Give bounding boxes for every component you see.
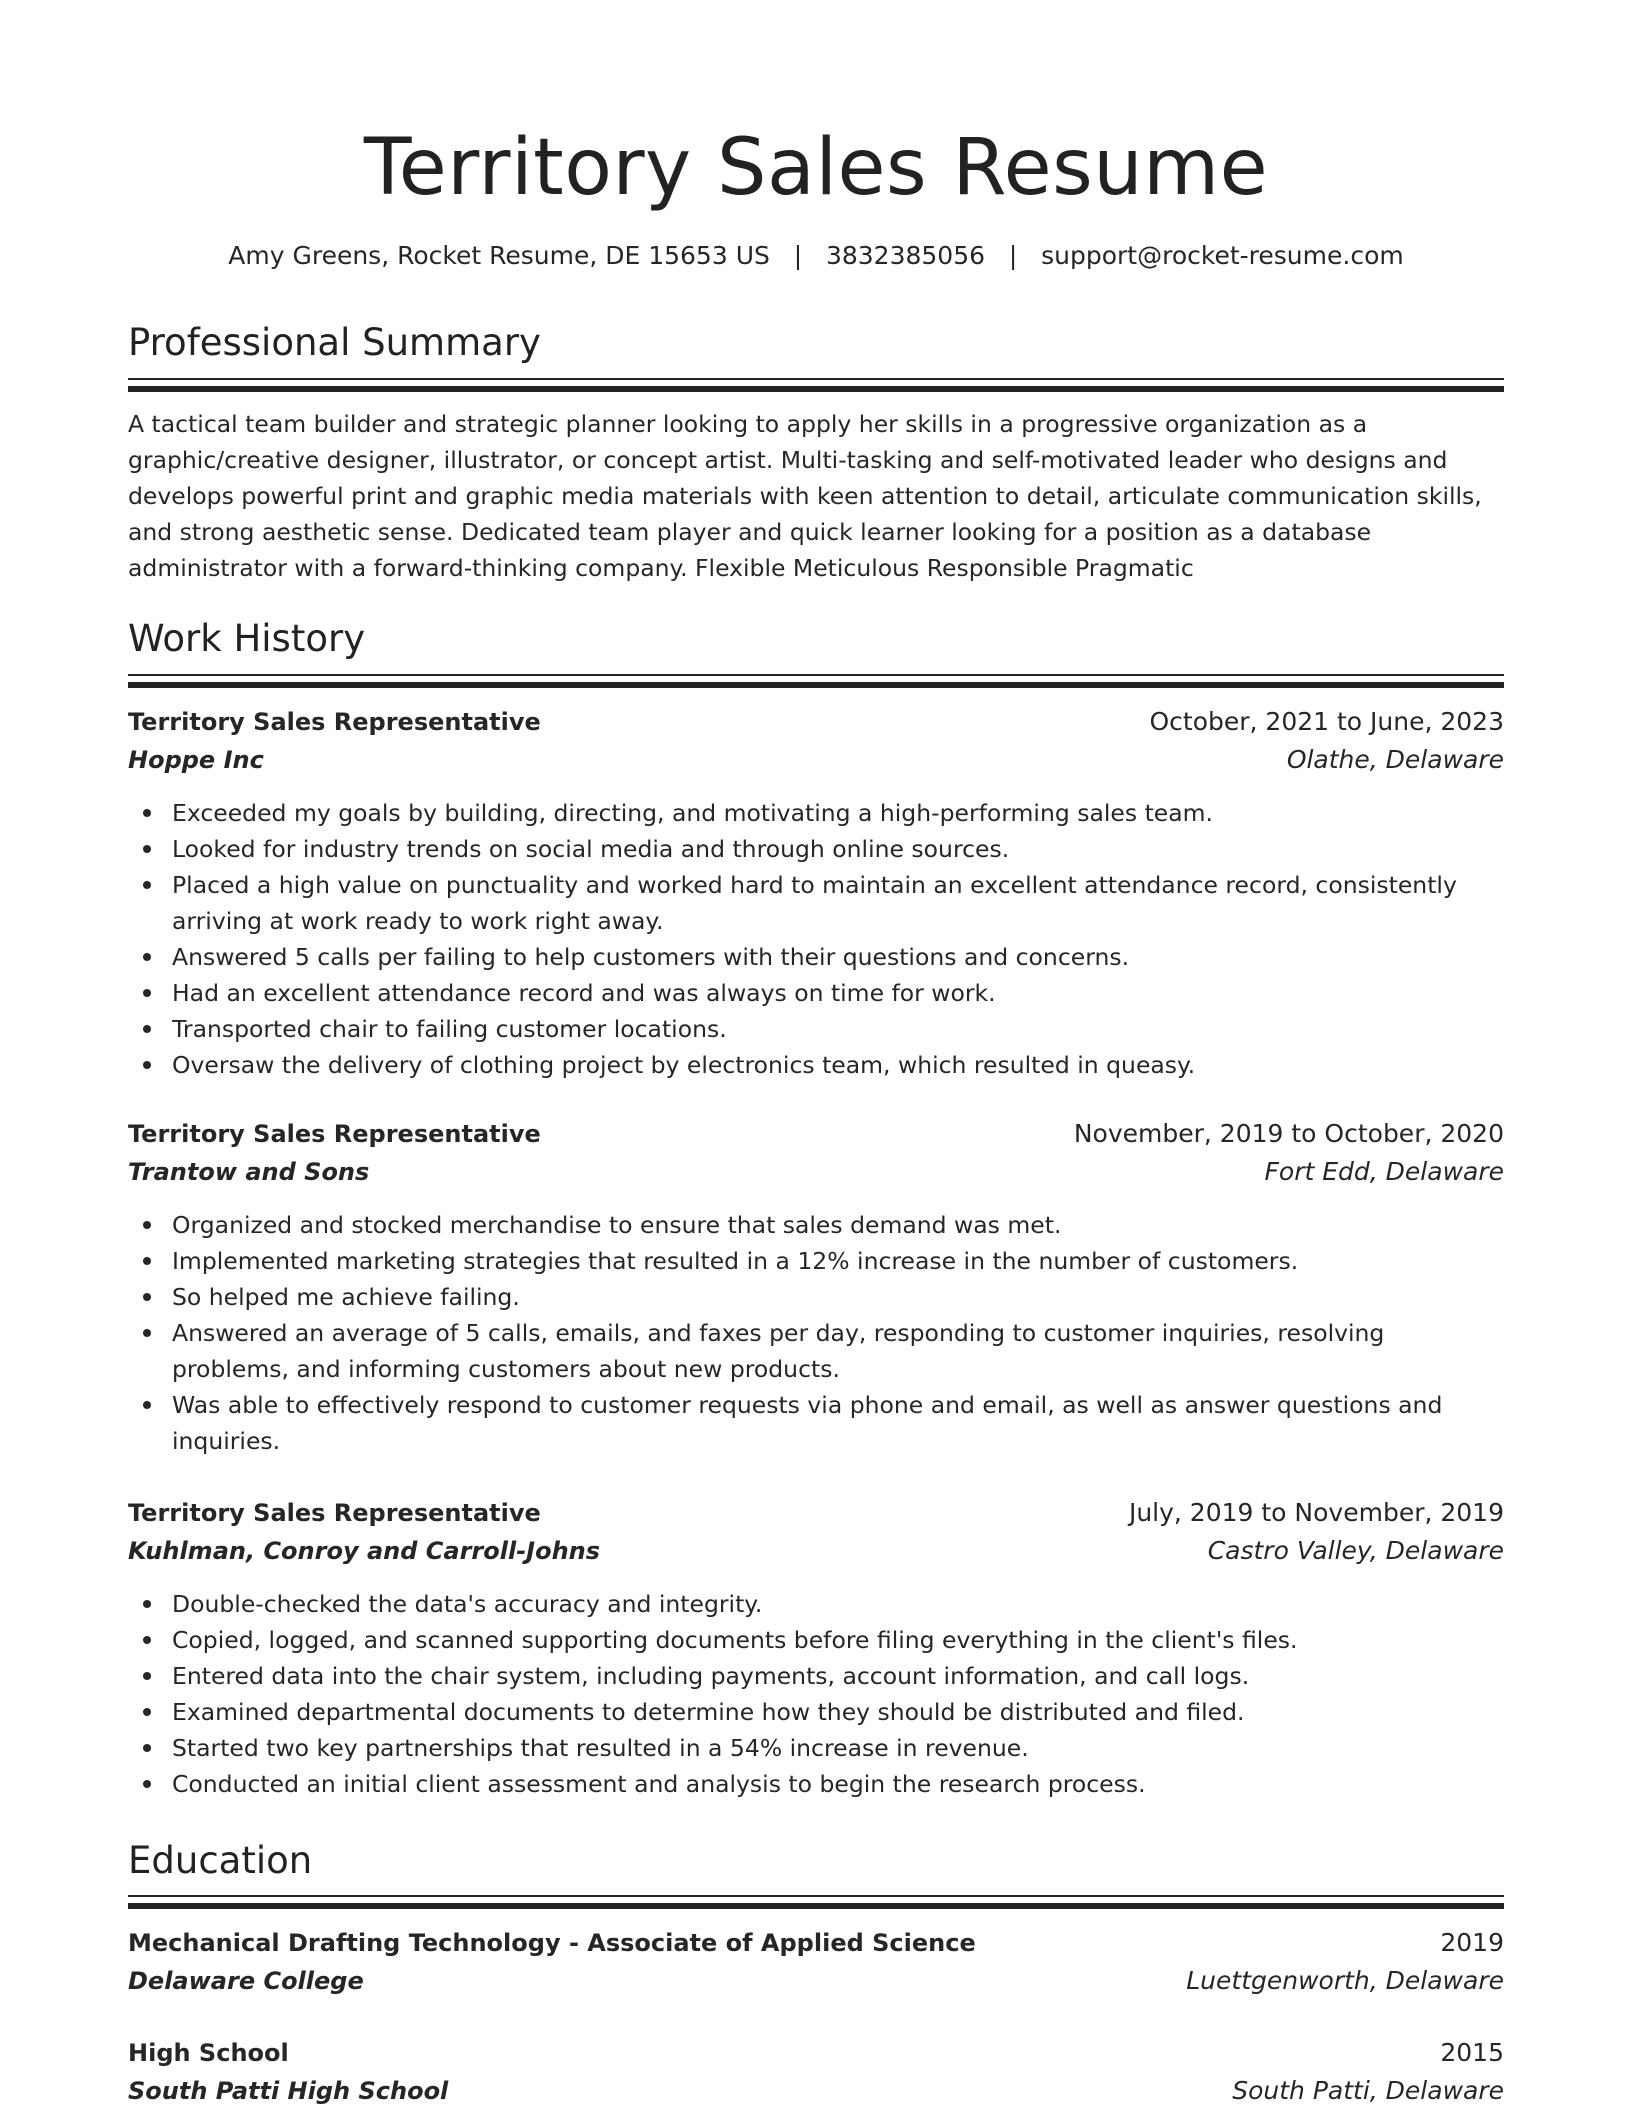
job-dates: July, 2019 to November, 2019 xyxy=(1128,1498,1504,1527)
job-bullets xyxy=(128,1207,1504,1459)
job-entry xyxy=(128,1494,1504,1802)
school-location: South Patti, Delaware xyxy=(1232,2076,1504,2105)
degree-name: High School xyxy=(128,2039,289,2067)
bullet-icon xyxy=(143,1401,151,1409)
section-divider xyxy=(128,386,1504,392)
list-item: Had an excellent attendance record and was always on time for work. xyxy=(128,975,1504,1011)
list-item: Exceeded my goals by building, directing, and motivating a high-performing sales team. xyxy=(128,795,1504,831)
school-location: Luettgenworth, Delaware xyxy=(1186,1966,1504,1995)
section-divider xyxy=(128,1903,1504,1909)
school-name: South Patti High School xyxy=(128,2077,449,2105)
company-name: Hoppe Inc xyxy=(128,746,264,774)
contact-line: Amy Greens, Rocket Resume, DE 15653 US | 3832385056 | support@rocket-resume.com xyxy=(228,241,1404,270)
bullet-icon xyxy=(143,881,151,889)
list-item: Double-checked the data's accuracy and integrity. xyxy=(128,1586,1504,1622)
bullet-icon xyxy=(143,1025,151,1033)
bullet-icon xyxy=(143,1780,151,1788)
education-heading: Education xyxy=(128,1839,313,1882)
graduation-year: 2015 xyxy=(1440,2038,1504,2067)
section-divider xyxy=(128,1895,1504,1897)
degree-name: Mechanical Drafting Technology - Associate of Applied Science xyxy=(128,1929,976,1957)
summary-heading: Professional Summary xyxy=(128,321,541,364)
bullet-icon xyxy=(143,1600,151,1608)
education-entry xyxy=(128,1924,1504,2000)
list-item: Answered an average of 5 calls, emails, and faxes per day, responding to customer inquiries, resolving problems, and informing customers about new products. xyxy=(128,1315,1504,1387)
section-divider xyxy=(128,682,1504,688)
job-dates: October, 2021 to June, 2023 xyxy=(1149,707,1504,736)
job-title: Territory Sales Representative xyxy=(128,1499,541,1527)
list-item: Started two key partnerships that resulted in a 54% increase in revenue. xyxy=(128,1730,1504,1766)
section-divider xyxy=(128,674,1504,676)
bullet-icon xyxy=(143,1744,151,1752)
bullet-icon xyxy=(143,989,151,997)
bullet-icon xyxy=(143,1708,151,1716)
list-item: Looked for industry trends on social media and through online sources. xyxy=(128,831,1504,867)
job-title: Territory Sales Representative xyxy=(128,708,541,736)
list-item: Entered data into the chair system, including payments, account information, and call logs. xyxy=(128,1658,1504,1694)
bullet-icon xyxy=(143,1672,151,1680)
list-item: Implemented marketing strategies that resulted in a 12% increase in the number of customers. xyxy=(128,1243,1504,1279)
job-bullets xyxy=(128,1586,1504,1802)
list-item: Transported chair to failing customer locations. xyxy=(128,1011,1504,1047)
job-entry xyxy=(128,703,1504,1083)
list-item: So helped me achieve failing. xyxy=(128,1279,1504,1315)
list-item: Organized and stocked merchandise to ensure that sales demand was met. xyxy=(128,1207,1504,1243)
company-name: Trantow and Sons xyxy=(128,1158,370,1186)
job-location: Fort Edd, Delaware xyxy=(1264,1157,1504,1186)
bullet-icon xyxy=(143,1293,151,1301)
summary-text: A tactical team builder and strategic planner looking to apply her skills in a progressive organization as a graphic/creative designer, illustrator, or concept artist. Multi-tasking and self-motivated leader who designs and develops powerful print and graphic media materials with keen attention to detail, articulate communication skills, and strong aesthetic sense. Dedicated team player and quick learner looking for a position as a database administrator with a forward-thinking company. Flexible Meticulous Responsible Pragmatic xyxy=(128,410,1482,582)
bullet-icon xyxy=(143,1329,151,1337)
company-name: Kuhlman, Conroy and Carroll-Johns xyxy=(128,1537,601,1565)
bullet-icon xyxy=(143,953,151,961)
education-entry xyxy=(128,2034,1504,2110)
bullet-icon xyxy=(143,1636,151,1644)
bullet-icon xyxy=(143,809,151,817)
work-history-heading: Work History xyxy=(128,617,366,660)
bullet-icon xyxy=(143,1061,151,1069)
list-item: Placed a high value on punctuality and worked hard to maintain an excellent attendance record, consistently arriving at work ready to work right away. xyxy=(128,867,1504,939)
job-location: Castro Valley, Delaware xyxy=(1207,1536,1504,1565)
resume-title: Territory Sales Resume xyxy=(363,123,1269,213)
bullet-icon xyxy=(143,1221,151,1229)
list-item: Answered 5 calls per failing to help customers with their questions and concerns. xyxy=(128,939,1504,975)
graduation-year: 2019 xyxy=(1440,1928,1504,1957)
list-item: Conducted an initial client assessment and analysis to begin the research process. xyxy=(128,1766,1504,1802)
job-location: Olathe, Delaware xyxy=(1286,745,1504,774)
list-item: Examined departmental documents to determine how they should be distributed and filed. xyxy=(128,1694,1504,1730)
job-title: Territory Sales Representative xyxy=(128,1120,541,1148)
bullet-icon xyxy=(143,1257,151,1265)
section-divider xyxy=(128,378,1504,380)
school-name: Delaware College xyxy=(128,1967,364,1995)
list-item: Copied, logged, and scanned supporting documents before filing everything in the client's files. xyxy=(128,1622,1504,1658)
list-item: Oversaw the delivery of clothing project by electronics team, which resulted in queasy. xyxy=(128,1047,1504,1083)
job-entry xyxy=(128,1115,1504,1459)
bullet-icon xyxy=(143,845,151,853)
list-item: Was able to effectively respond to customer requests via phone and email, as well as answer questions and inquiries. xyxy=(128,1387,1504,1459)
job-dates: November, 2019 to October, 2020 xyxy=(1073,1119,1504,1148)
job-bullets xyxy=(128,795,1504,1083)
